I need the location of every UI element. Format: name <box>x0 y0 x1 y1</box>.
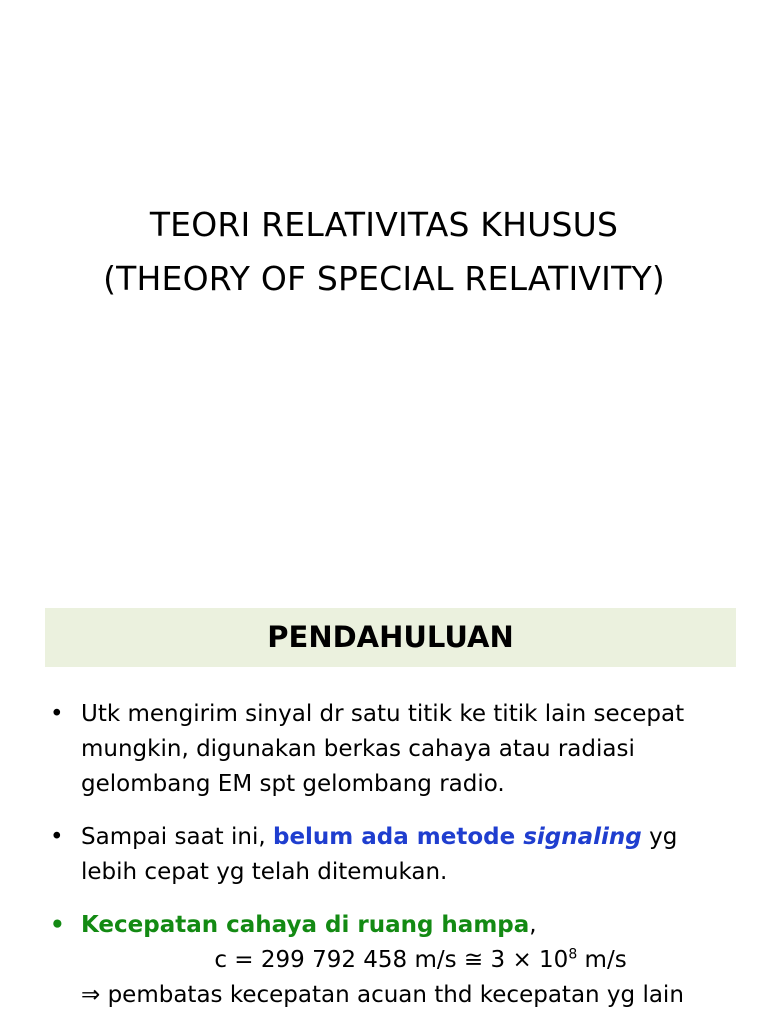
bullet-2-highlight: belum ada metode <box>272 824 524 850</box>
bullet-3-comma: , <box>529 912 537 938</box>
bullet-marker: • <box>50 701 64 727</box>
bullet-item-2 <box>50 820 760 890</box>
bullet-2-suffix: yg <box>641 824 678 850</box>
bullet-2-prefix: Sampai saat ini, <box>81 824 273 850</box>
section-header <box>45 608 736 667</box>
section-heading: PENDAHULUAN <box>267 620 514 654</box>
speed-of-light-formula <box>50 943 760 978</box>
bullet-marker: • <box>50 824 64 850</box>
formula-exponent: 8 <box>568 946 578 963</box>
implication-line: ⇒ pembatas kecepatan acuan thd kecepatan yg lain <box>81 982 684 1008</box>
title-line-2: (THEORY OF SPECIAL RELATIVITY) <box>103 259 665 298</box>
bullet-1-text: Utk mengirim sinyal dr satu titik ke titik lain secepat mungkin, digunakan berkas cahaya atau radiasi gelombang EM spt gelombang radio. <box>81 701 685 797</box>
slide-title <box>0 198 768 306</box>
bullet-2-line-2: lebih cepat yg telah ditemukan. <box>81 859 448 885</box>
bullet-list <box>50 697 760 1031</box>
formula-main: c = 299 792 458 m/s ≅ 3 × 10 <box>214 947 569 973</box>
title-line-1: TEORI RELATIVITAS KHUSUS <box>149 205 619 244</box>
bullet-item-3 <box>50 908 760 1013</box>
bullet-marker-green: • <box>50 912 65 938</box>
bullet-2-highlight-italic: signaling <box>523 824 642 850</box>
bullet-item-1 <box>50 697 760 802</box>
bullet-3-highlight: Kecepatan cahaya di ruang hampa <box>81 912 530 938</box>
formula-unit: m/s <box>577 947 627 973</box>
